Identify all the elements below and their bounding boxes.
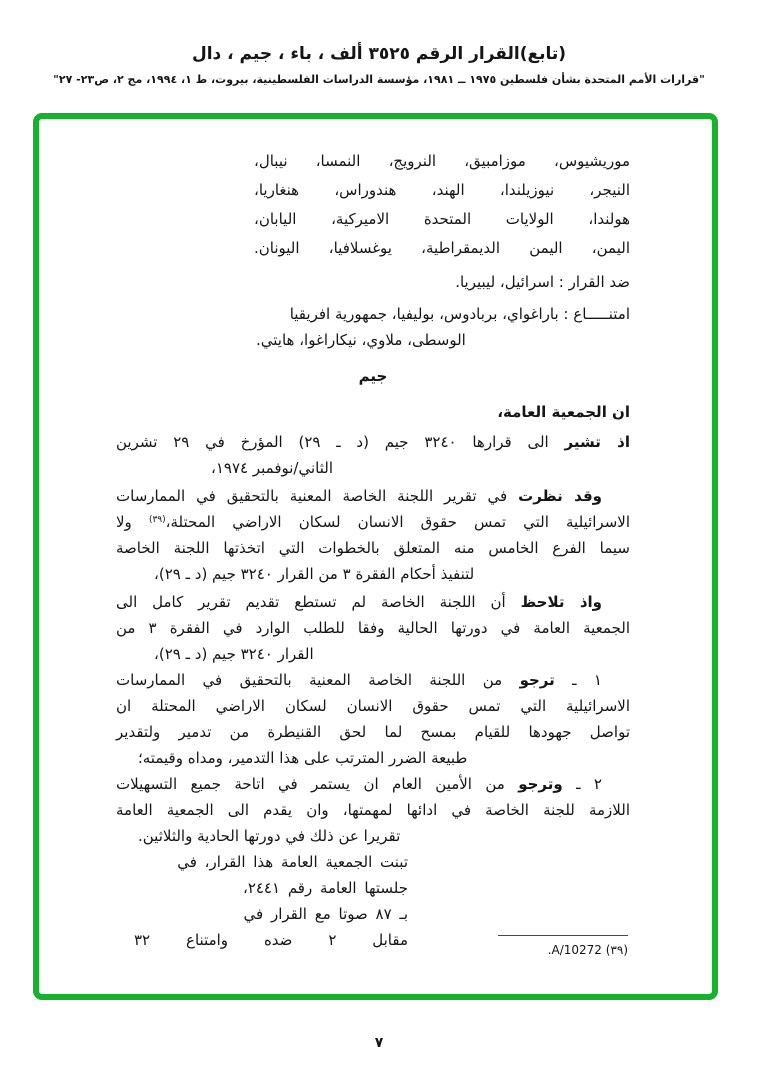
recalling-paragraph xyxy=(116,429,630,481)
considered-lead: وقد نظرت xyxy=(518,487,602,505)
item2-number: ٢ ـ xyxy=(576,775,602,793)
green-highlight-frame xyxy=(33,113,718,1000)
recalling-rest-1: الى قرارها ٣٢٤٠ جيم (د ـ ٢٩) المؤرخ في ٢٩ تشرين xyxy=(116,433,549,451)
item1-rest-1: من اللجنة الخاصة المعنية بالتحقيق في الممارسات xyxy=(116,671,503,689)
operative-item-1 xyxy=(116,667,630,771)
vote-abstain-block xyxy=(116,301,630,353)
abstain-countries-1: باراغواي، بربادوس، بوليفيا، جمهورية افريقيا xyxy=(289,305,559,323)
item2-line-1 xyxy=(116,771,630,797)
footnote-ref-marker: (٣٩) xyxy=(148,515,166,525)
against-label: ضد القرار : xyxy=(558,273,630,291)
adoption-line: تبنت الجمعية العامة هذا القرار، في xyxy=(177,853,408,871)
footnote-divider xyxy=(498,935,628,936)
considered-line-2 xyxy=(116,509,630,535)
item1-line-4: طبيعة الضرر المترتب على هذا التدمير، ومداه وقيمته؛ xyxy=(138,749,468,767)
source-citation: "قرارات الأمم المتحدة بشأن فلسطين ١٩٧٥ ــ ١٩٨١، مؤسسة الدراسات الفلسطينية، بيروت، ط ١، ١٩٩٤، مج ٢، ص٢٣- ٢٧" xyxy=(53,73,705,86)
adoption-line: مقابل ٢ ضده وامتناع ٣٢ xyxy=(134,931,408,949)
adoption-line: جلستها العامة رقم ٢٤٤١، xyxy=(242,879,408,897)
countries-line: موريشيوس، موزامبيق، النرويج، النمسا، نيبال، xyxy=(254,152,630,170)
page-number: ٧ xyxy=(374,1035,384,1051)
noting-line-1 xyxy=(116,589,630,615)
noting-rest-1: أن اللجنة الخاصة لم تستطع تقديم تقرير كامل الى xyxy=(116,593,506,611)
adoption-statement xyxy=(134,849,408,953)
footnote-block xyxy=(486,935,628,957)
item1-number: ١ ـ xyxy=(572,671,602,689)
considered-line-4: لتنفيذ أحكام الفقرة ٣ من القرار ٣٢٤٠ جيم (د ـ ٢٩)، xyxy=(154,565,475,583)
vote-against-line xyxy=(116,269,630,295)
recalling-line-2: الثاني/نوفمبر ١٩٧٤، xyxy=(211,459,333,477)
considered-rest-2a: الاسرائيلية التي تمس حقوق الانسان لسكان الاراضي المحتلة، xyxy=(165,513,630,531)
countries-line: النيجر، نيوزيلندا، الهند، هندوراس، هنغاريا، xyxy=(254,181,630,199)
against-countries: اسرائيل، ليبيريا. xyxy=(455,273,554,291)
abstain-label: امتنـــــاع : xyxy=(563,305,630,323)
considered-rest-1: في تقرير اللجنة الخاصة المعنية بالتحقيق في الممارسات xyxy=(116,487,508,505)
item1-line-3: تواصل جهودها للقيام بمسح لما لحق القنيطرة من تدمير ولتقدير xyxy=(116,723,630,741)
item1-lead: ترجو xyxy=(519,671,555,689)
considered-line-1 xyxy=(116,483,630,509)
item1-line-2: الاسرائيلية التي تمس حقوق الانسان لسكان الاراضي المحتلة ان xyxy=(116,697,630,715)
countries-line: هولندا، الولايات المتحدة الاميركية، اليابان، xyxy=(254,210,630,228)
noting-lead: واذ تلاحظ xyxy=(520,593,602,611)
abstain-line-1 xyxy=(116,301,630,327)
footnote-text: (٣٩) A/10272. xyxy=(547,943,628,957)
operative-item-2 xyxy=(116,771,630,849)
recalling-lead: اذ تشير xyxy=(564,433,630,451)
item2-line-2: اللازمة للجنة الخاصة في ادائها لمهمتها، وان يقدم الى الجمعية العامة xyxy=(116,801,630,819)
noting-line-3: القرار ٣٢٤٠ جيم (د ـ ٢٩)، xyxy=(154,645,314,663)
abstain-line-2: الوسطى، ملاوي، نيكاراغوا، هايتي. xyxy=(256,331,466,349)
item2-rest-1: من الأمين العام ان يستمر في اتاحة جميع التسهيلات xyxy=(116,775,505,793)
page-title: (تابع)القرار الرقم ٣٥٢٥ ألف ، باء ، جيم ، دال xyxy=(191,44,567,64)
section-heading-jim: جيم xyxy=(358,367,388,385)
item2-lead: وترجو xyxy=(518,775,563,793)
considered-line-3: سيما الفرع الخامس منه المتعلق بالخطوات التي اتخذتها اللجنة الخاصة xyxy=(116,539,630,557)
preamble-opening: ان الجمعية العامة، xyxy=(497,403,630,421)
considered-paragraph xyxy=(116,483,630,587)
document-header xyxy=(0,44,758,86)
item1-line-1 xyxy=(116,667,630,693)
adoption-line: بـ ٨٧ صوتا مع القرار في xyxy=(243,905,408,923)
considered-rest-2b: ولا xyxy=(116,513,132,531)
noting-paragraph xyxy=(116,589,630,667)
countries-line: اليمن، اليمن الديمقراطية، يوغسلافيا، اليونان. xyxy=(254,239,630,257)
noting-line-2: الجمعية العامة في دورتها الحالية وفقا للطلب الوارد في الفقرة ٣ من xyxy=(116,619,630,637)
recalling-line-1 xyxy=(116,429,630,455)
resolution-body xyxy=(116,147,630,953)
countries-in-favour-list xyxy=(254,147,630,263)
item2-line-3: تقريرا عن ذلك في دورتها الحادية والثلاثين. xyxy=(138,827,401,845)
